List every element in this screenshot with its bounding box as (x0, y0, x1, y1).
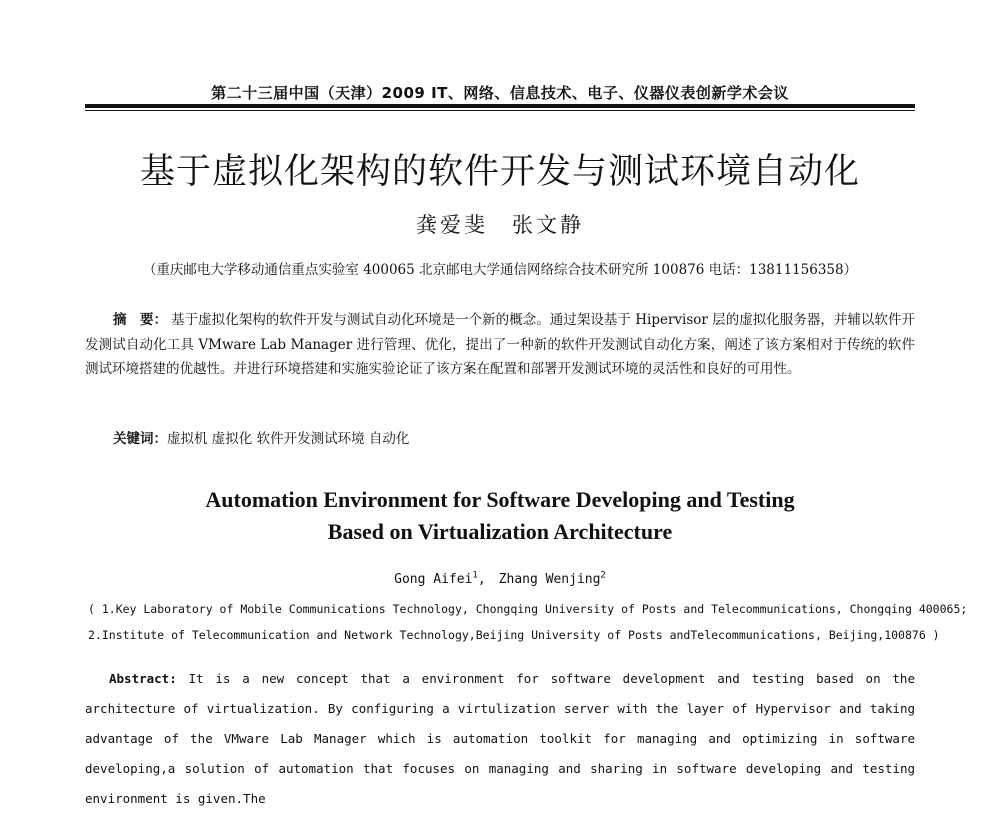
english-affiliation (88, 596, 968, 648)
english-authors (85, 568, 915, 587)
english-title-line-2: Based on Virtualization Architecture (327, 519, 673, 544)
chinese-affiliation: （重庆邮电大学移动通信重点实验室 400065 北京邮电大学通信网络综合技术研究所 100876 电话：13811156358） (142, 262, 858, 278)
english-affiliation-line-1: ( 1.Key Laboratory of Mobile Communications Technology, Chongqing University of Posts and Telecommunications, Chongqing 400065; (88, 602, 968, 616)
chinese-abstract (85, 308, 915, 382)
author-name-1: Gong Aifei (394, 572, 473, 587)
chinese-abstract-label: 摘 要： (113, 312, 168, 328)
author-name-2: Zhang Wenjing (498, 572, 601, 587)
english-title (85, 484, 915, 548)
english-abstract-text: It is a new concept that a environment for software development and testing based on the architecture of virtualization. By configuring a virtulization server with the layer of Hypervisor and taking advantage of the VMware Lab Manager which is automation toolkit for managing and optimizing in software developing,a solution of automation that focuses on managing and sharing in software developing and testing environment is given.The (85, 671, 915, 806)
chinese-keywords (113, 427, 409, 447)
chinese-abstract-text: 基于虚拟化架构的软件开发与测试自动化环境是一个新的概念。通过架设基于 Hipervisor 层的虚拟化服务器，并辅以软件开发测试自动化工具 VMware Lab Manager 进行管理、优化，提出了一种新的软件开发测试自动化方案，阐述了该方案相对于传统的软件测试环境搭建的优越性。并进行环境搭建和实施实验论证了该方案在配置和部署开发测试环境的灵活性和良好的可用性。 (85, 312, 916, 377)
chinese-keywords-text: 虚拟机 虚拟化 软件开发测试环境 自动化 (167, 431, 410, 447)
english-abstract-label: Abstract: (109, 671, 177, 686)
chinese-title: 基于虚拟化架构的软件开发与测试环境自动化 (139, 152, 860, 192)
header-rule-thin (85, 110, 915, 111)
english-abstract (85, 664, 915, 814)
conference-header: 第二十三届中国（天津）2009 IT、网络、信息技术、电子、仪器仪表创新学术会议 (211, 84, 789, 102)
chinese-authors: 龚爱斐 张文静 (416, 213, 584, 237)
header-rule-thick (85, 104, 915, 108)
chinese-keywords-label: 关键词： (113, 431, 167, 447)
english-title-line-1: Automation Environment for Software Developing and Testing (205, 487, 795, 512)
author-2-affiliation-mark: 2 (600, 570, 606, 581)
author-separator: , (477, 572, 499, 587)
english-affiliation-line-2: 2.Institute of Telecommunication and Network Technology,Beijing University of Posts andTelecommunications, Beijing,100876 ) (88, 628, 940, 642)
author-1-affiliation-mark: 1 (472, 570, 478, 581)
